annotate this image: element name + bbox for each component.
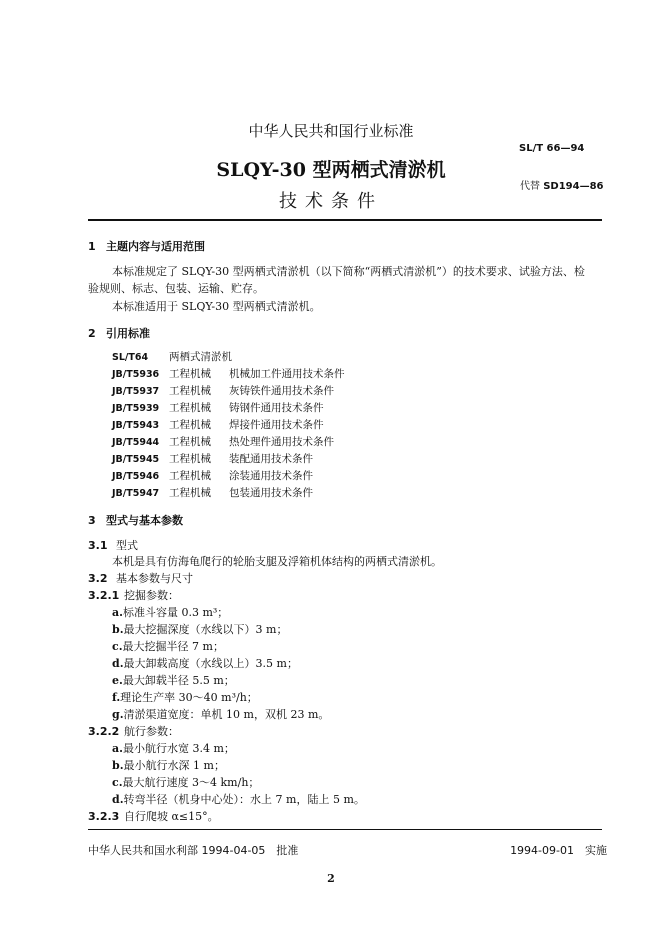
reference-category: 两栖式清淤机 bbox=[169, 351, 232, 363]
item-letter: g. bbox=[112, 708, 124, 721]
reference-category: 工程机械 bbox=[169, 385, 211, 397]
item-letter: f. bbox=[112, 691, 121, 704]
section-title: 主题内容与适用范围 bbox=[106, 240, 205, 253]
replaces-code: SD194—86 bbox=[543, 181, 604, 192]
document-title: SLQY-30 型两栖式清淤机 bbox=[216, 159, 446, 181]
reference-category: 工程机械 bbox=[169, 402, 211, 414]
subsection-3-2-heading bbox=[88, 570, 193, 586]
item-letter: b. bbox=[112, 759, 124, 772]
section-1-heading bbox=[88, 238, 205, 254]
reference-code: JB/T5946 bbox=[112, 471, 160, 482]
section-number: 1 bbox=[88, 240, 96, 253]
subsection-title: 基本参数与尺寸 bbox=[116, 572, 193, 585]
item-text: 转弯半径（机身中心处）：水上 7 m，陆上 5 m。 bbox=[123, 793, 365, 806]
section-1-paragraph-line: 验规则、标志、包装、运输、贮存。 bbox=[88, 282, 264, 295]
parameter-item bbox=[112, 638, 224, 654]
parameter-item bbox=[112, 604, 228, 620]
subsection-3-2-2-heading bbox=[88, 723, 179, 739]
subsection-title: 挖掘参数： bbox=[124, 589, 179, 602]
subsection-3-2-3-heading bbox=[88, 808, 219, 824]
reference-name: 装配通用技术条件 bbox=[229, 453, 313, 465]
section-3-heading bbox=[88, 512, 183, 528]
section-title: 引用标准 bbox=[106, 327, 150, 340]
parameter-item bbox=[112, 706, 329, 722]
item-letter: d. bbox=[112, 657, 124, 670]
reference-code: JB/T5945 bbox=[112, 454, 160, 465]
parameter-item bbox=[112, 740, 235, 756]
reference-name: 涂装通用技术条件 bbox=[229, 470, 313, 482]
section-2-heading bbox=[88, 325, 150, 341]
item-text: 最大卸载高度（水线以上）3.5 m； bbox=[123, 657, 298, 670]
standard-code: SL/T 66—94 bbox=[519, 143, 585, 154]
reference-item bbox=[112, 400, 345, 417]
reference-code: JB/T5943 bbox=[112, 420, 160, 431]
reference-code: JB/T5936 bbox=[112, 369, 160, 380]
subsection-number: 3.2.2 bbox=[88, 725, 120, 738]
item-letter: c. bbox=[112, 776, 123, 789]
reference-item bbox=[112, 417, 345, 434]
subsection-3-2-1-heading bbox=[88, 587, 179, 603]
item-letter: e. bbox=[112, 674, 123, 687]
parameter-item bbox=[112, 689, 258, 705]
approval-note: 中华人民共和国水利部 1994-04-05 批准 bbox=[88, 844, 299, 857]
reference-code: JB/T5944 bbox=[112, 437, 160, 448]
page-number: 2 bbox=[327, 872, 335, 885]
subsection-3-1-heading bbox=[88, 537, 138, 553]
section-1-scope: 本标准适用于 SLQY-30 型两栖式清淤机。 bbox=[112, 300, 321, 313]
industry-standard-title: 中华人民共和国行业标准 bbox=[248, 122, 414, 140]
item-text: 清淤渠道宽度：单机 10 m，双机 23 m。 bbox=[123, 708, 330, 721]
parameter-item bbox=[112, 655, 298, 671]
item-text: 最大航行速度 3～4 km/h； bbox=[122, 776, 260, 789]
section-title: 型式与基本参数 bbox=[106, 514, 183, 527]
item-letter: b. bbox=[112, 623, 124, 636]
reference-category: 工程机械 bbox=[169, 487, 211, 499]
subsection-title: 航行参数： bbox=[124, 725, 179, 738]
subsection-number: 3.1 bbox=[88, 539, 108, 552]
parameter-item bbox=[112, 757, 225, 773]
reference-name: 包装通用技术条件 bbox=[229, 487, 313, 499]
parameter-item bbox=[112, 774, 259, 790]
item-text: 最小航行水宽 3.4 m； bbox=[122, 742, 235, 755]
subsection-title: 自行爬坡 α≤15°。 bbox=[124, 810, 219, 823]
implementation-note: 1994-09-01 实施 bbox=[510, 844, 607, 857]
reference-name: 机械加工件通用技术条件 bbox=[229, 368, 345, 380]
reference-name: 焊接件通用技术条件 bbox=[229, 419, 324, 431]
reference-code: JB/T5947 bbox=[112, 488, 160, 499]
reference-name: 热处理件通用技术条件 bbox=[229, 436, 334, 448]
item-text: 标准斗容量 0.3 m³； bbox=[122, 606, 229, 619]
subsection-3-1-text: 本机是具有仿海龟爬行的轮胎支腿及浮箱机体结构的两栖式清淤机。 bbox=[112, 555, 442, 568]
reference-item bbox=[112, 366, 345, 383]
subsection-number: 3.2 bbox=[88, 572, 108, 585]
reference-list bbox=[112, 349, 345, 502]
reference-category: 工程机械 bbox=[169, 436, 211, 448]
reference-item bbox=[112, 383, 345, 400]
reference-name: 灰铸铁件通用技术条件 bbox=[229, 385, 334, 397]
reference-code: JB/T5937 bbox=[112, 386, 160, 397]
section-1-paragraph-line: 本标准规定了 SLQY-30 型两栖式清淤机（以下简称“两栖式清淤机”）的技术要求、试验方法、检 bbox=[112, 265, 585, 278]
item-text: 理论生产率 30～40 m³/h； bbox=[120, 691, 258, 704]
header-rule bbox=[88, 219, 602, 221]
section-number: 3 bbox=[88, 514, 96, 527]
item-text: 最大挖掘深度（水线以下）3 m； bbox=[123, 623, 288, 636]
section-number: 2 bbox=[88, 327, 96, 340]
item-letter: a. bbox=[112, 606, 123, 619]
item-letter: a. bbox=[112, 742, 123, 755]
replaces-label: 代替 bbox=[520, 181, 540, 192]
item-letter: c. bbox=[112, 640, 123, 653]
footer-rule bbox=[88, 829, 602, 830]
reference-category: 工程机械 bbox=[169, 368, 211, 380]
document-subtitle: 技术条件 bbox=[279, 191, 383, 212]
reference-item bbox=[112, 485, 345, 502]
reference-name: 铸钢件通用技术条件 bbox=[229, 402, 324, 414]
parameter-item bbox=[112, 621, 287, 637]
reference-item bbox=[112, 434, 345, 451]
reference-item bbox=[112, 468, 345, 485]
parameter-item bbox=[112, 791, 365, 807]
subsection-title: 型式 bbox=[116, 539, 138, 552]
subsection-number: 3.2.3 bbox=[88, 810, 120, 823]
reference-category: 工程机械 bbox=[169, 453, 211, 465]
item-text: 最小航行水深 1 m； bbox=[123, 759, 225, 772]
item-text: 最大卸载半径 5.5 m； bbox=[122, 674, 235, 687]
item-text: 最大挖掘半径 7 m； bbox=[122, 640, 224, 653]
subsection-number: 3.2.1 bbox=[88, 589, 120, 602]
reference-code: SL/T64 bbox=[112, 352, 149, 363]
reference-category: 工程机械 bbox=[169, 419, 211, 431]
reference-code: JB/T5939 bbox=[112, 403, 160, 414]
item-letter: d. bbox=[112, 793, 124, 806]
reference-item bbox=[112, 451, 345, 468]
reference-category: 工程机械 bbox=[169, 470, 211, 482]
parameter-item bbox=[112, 672, 235, 688]
reference-item bbox=[112, 349, 345, 366]
